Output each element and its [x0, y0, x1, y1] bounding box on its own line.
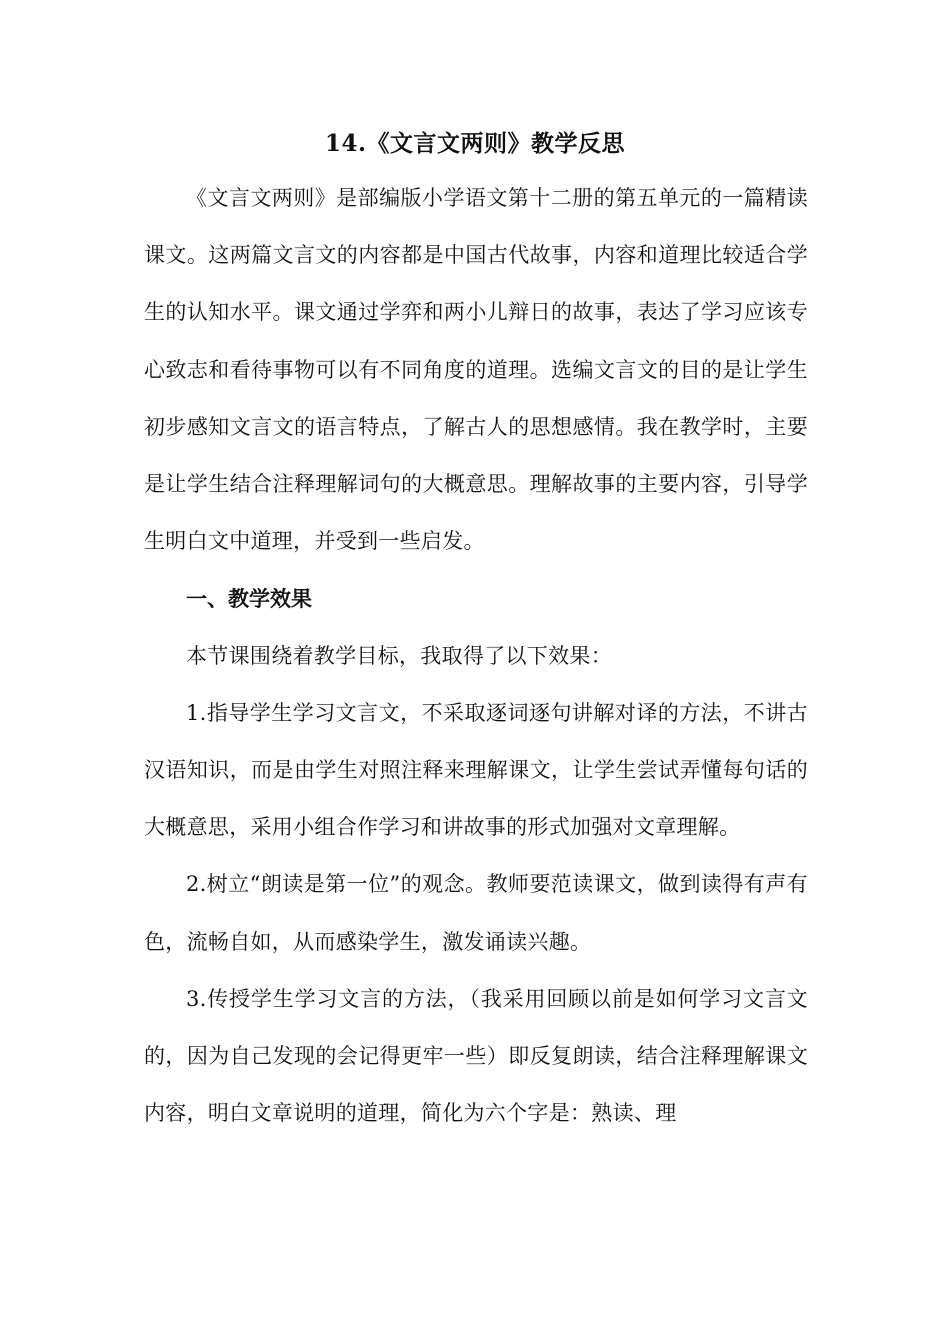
section-lead-paragraph: 本节课围绕着教学目标，我取得了以下效果：: [186, 643, 612, 668]
point-2-paragraph: 2.树立“朗读是第一位”的观念。教师要范读课文，做到读得有声有色，流畅自如，从而感染学生，激发诵读兴趣。: [144, 872, 808, 954]
document-title: 14.《文言文两则》教学反思: [324, 130, 625, 157]
point-3-paragraph: 3.传授学生学习文言的方法，（我采用回顾以前是如何学习文言文的，因为自己发现的会记得更牢一些）即反复朗读，结合注释理解课文内容，明白文章说明的道理，简化为六个字是：熟读、理: [144, 986, 808, 1126]
intro-paragraph: 《文言文两则》是部编版小学语文第十二册的第五单元的一篇精读课文。这两篇文言文的内容都是中国古代故事，内容和道理比较适合学生的认知水平。课文通过学弈和两小儿辩日的故事，表达了学习应该专心致志和看待事物可以有不同角度的道理。选编文言文的目的是让学生初步感知文言文的语言特点，了解古人的思想感情。我在教学时，主要是让学生结合注释理解词句的大概意思。理解故事的主要内容，引导学生明白文中道理，并受到一些启发。: [144, 186, 808, 554]
section-heading: 一、教学效果: [186, 586, 312, 612]
document-body: [144, 170, 808, 1142]
point-1-paragraph: 1.指导学生学习文言文，不采取逐词逐句讲解对译的方法，不讲古汉语知识，而是由学生对照注释来理解课文，让学生尝试弄懂每句话的大概意思，采用小组合作学习和讲故事的形式加强对文章理解。: [144, 700, 808, 840]
